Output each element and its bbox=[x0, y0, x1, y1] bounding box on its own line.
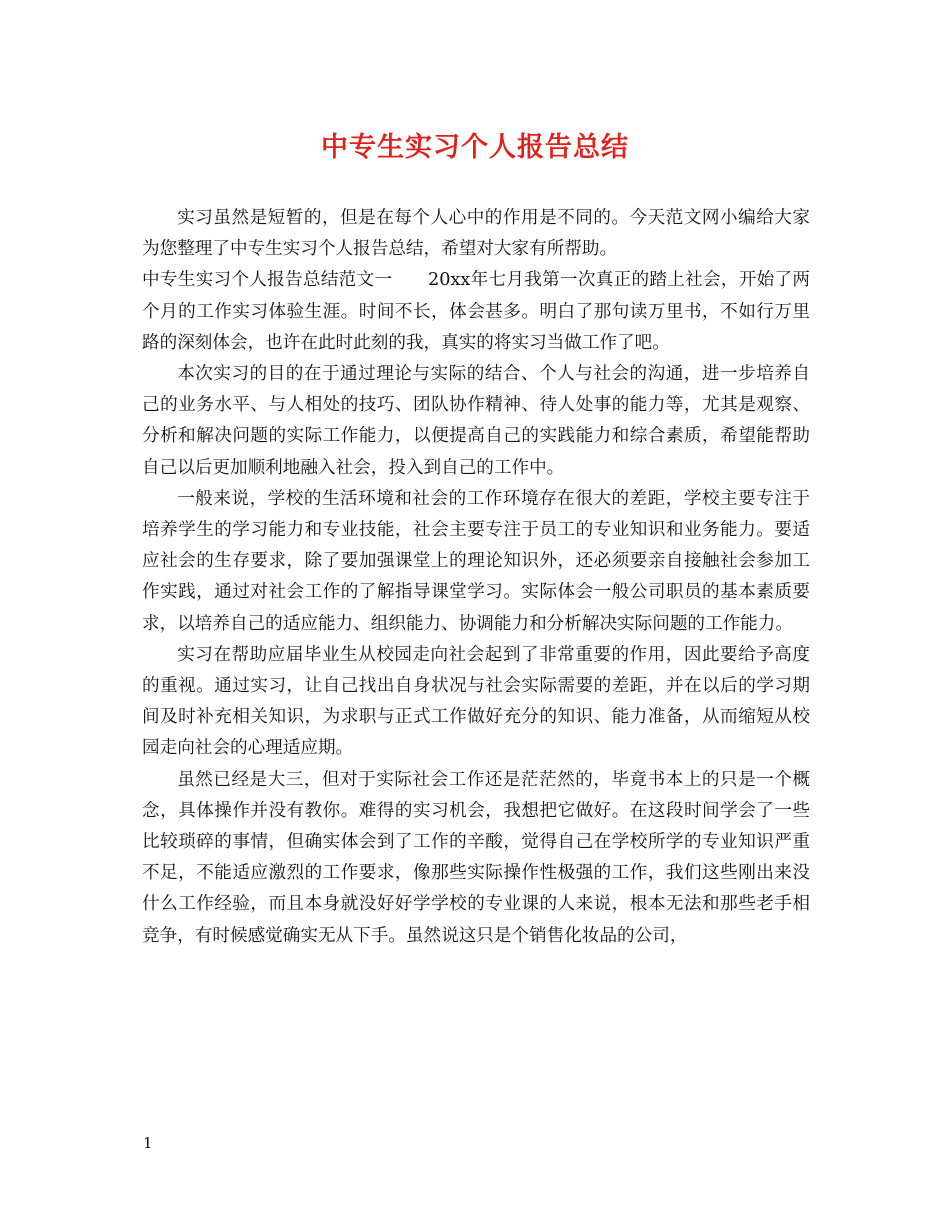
page-number: 1 bbox=[143, 1134, 153, 1152]
paragraph-purpose: 本次实习的目的在于通过理论与实际的结合、个人与社会的沟通，进一步培养自己的业务水平、与人相处的技巧、团队协作精神、待人处事的能力等，尤其是观察、分析和解决问题的实际工作能力，以便提高自己的实践能力和综合素质，希望能帮助自己以后更加顺利地融入社会，投入到自己的工作中。 bbox=[142, 364, 810, 478]
paragraph-intro: 实习虽然是短暂的，但是在每个人心中的作用是不同的。今天范文网小编给大家为您整理了中专生实习个人报告总结，希望对大家有所帮助。 bbox=[142, 208, 810, 260]
paragraph-importance: 实习在帮助应届毕业生从校园走向社会起到了非常重要的作用，因此要给予高度的重视。通过实习，让自己找出自身状况与社会实际需要的差距，并在以后的学习期间及时补充相关知识，为求职与正式工作做好充分的知识、能力准备，从而缩短从校园走向社会的心理适应期。 bbox=[142, 644, 810, 759]
paragraph-experience: 虽然已经是大三，但对于实际社会工作还是茫茫然的，毕竟书本上的只是一个概念，具体操作并没有教你。难得的实习机会，我想把它做好。在这段时间学会了一些比较琐碎的事情，但确实体会到了工作的辛酸，觉得自己在学校所学的专业知识严重不足，不能适应激烈的工作要求，像那些实际操作性极强的工作，我们这些刚出来没什么工作经验，而且本身就没好好学学校的专业课的人来说，根本无法和那些老手相竞争，有时候感觉确实无从下手。虽然说这只是个销售化妆品的公司， bbox=[142, 769, 810, 946]
document-body bbox=[142, 203, 810, 952]
paragraph-sample-one: 中专生实习个人报告总结范文一 20xx年七月我第一次真正的踏上社会，开始了两个月的工作实习体验生涯。时间不长，体会甚多。明白了那句读万里书，不如行万里路的深刻体会，也许在此时此刻的我，真实的将实习当做工作了吧。 bbox=[142, 270, 810, 353]
document-title: 中专生实习个人报告总结 bbox=[321, 132, 629, 163]
paragraph-environment: 一般来说，学校的生活环境和社会的工作环境存在很大的差距，学校主要专注于培养学生的学习能力和专业技能，社会主要专注于员工的专业知识和业务能力。要适应社会的生存要求，除了要加强课堂上的理论知识外，还必须要亲自接触社会参加工作实践，通过对社会工作的了解指导课堂学习。实际体会一般公司职员的基本素质要求，以培养自己的适应能力、组织能力、协调能力和分析解决实际问题的工作能力。 bbox=[142, 488, 810, 634]
